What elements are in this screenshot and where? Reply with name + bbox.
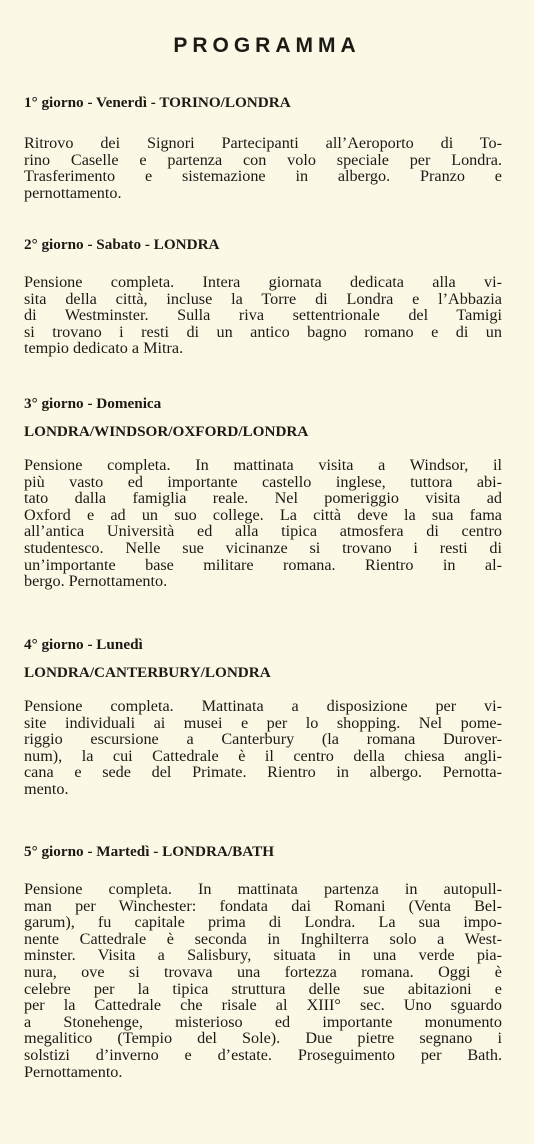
page-title: PROGRAMMA — [173, 34, 361, 57]
text-line: nura, ove si trovava una fortezza romana. Oggi è — [24, 962, 502, 981]
day-heading: 2° giorno - Sabato - LONDRA — [24, 236, 220, 253]
text-line: più vasto ed importante castello inglese, tuttora abi- — [24, 472, 502, 491]
text-line: garum), fu capitale prima di Londra. La sua impo- — [24, 913, 502, 932]
text-line: pernottamento. — [24, 183, 122, 202]
text-line: man per Winchester: fondata dai Romani (Venta Bel- — [24, 896, 502, 915]
text-line: di Westminster. Sulla riva settentrionale del Tamigi — [24, 306, 502, 325]
text-line: minster. Visita a Salisbury, situata in una verde pia- — [24, 946, 502, 965]
text-line: num), la cui Cattedrale è il centro della chiesa angli- — [24, 746, 502, 765]
day-description — [24, 457, 502, 590]
text-line: rino Caselle e partenza con volo speciale per Londra. — [24, 150, 502, 169]
text-line: cana e sede del Primate. Rientro in albergo. Pernotta- — [24, 763, 502, 782]
text-line: all’antica Università ed alla tipica atmosfera di centro — [24, 522, 502, 541]
day-heading: 1° giorno - Venerdì - TORINO/LONDRA — [24, 94, 291, 111]
text-line: tato dalla famiglia reale. Nel pomeriggio visita ad — [24, 489, 502, 508]
text-line: Pensione completa. In mattinata visita a Windsor, il — [24, 456, 502, 474]
text-line: Pensione completa. Mattinata a disposizione per vi- — [24, 697, 502, 715]
text-line: Trasferimento e sistemazione in albergo. Pranzo e — [24, 167, 502, 186]
day-heading: 5° giorno - Martedì - LONDRA/BATH — [24, 843, 275, 860]
text-line: riggio escursione a Canterbury (la romana Durover- — [24, 730, 502, 749]
day-description — [24, 274, 502, 357]
text-line: mento. — [24, 779, 69, 798]
day-4-section — [24, 636, 502, 798]
day-1-section — [24, 94, 502, 201]
text-line: Ritrovo dei Signori Partecipanti all’Aeroporto di To- — [24, 134, 502, 152]
day-route: LONDRA/CANTERBURY/LONDRA — [24, 664, 271, 681]
day-description — [24, 881, 502, 1080]
text-line: studentesco. Nelle sue vicinanze si trovano i resti di — [24, 538, 502, 557]
day-route: LONDRA/WINDSOR/OXFORD/LONDRA — [24, 423, 309, 440]
text-line: si trovano i resti di un antico bagno romano e di un — [24, 322, 502, 341]
text-line: sita della città, incluse la Torre di Londra e l’Abbazia — [24, 289, 502, 308]
day-description — [24, 135, 502, 201]
text-line: celebre per la tipica struttura delle sue abitazioni e — [24, 979, 502, 998]
text-line: un’importante base militare romana. Rientro in al- — [24, 555, 502, 574]
day-description — [24, 698, 502, 798]
text-line: Pensione completa. In mattinata partenza in autopull- — [24, 880, 502, 898]
text-line: tempio dedicato a Mitra. — [24, 339, 184, 358]
day-3-section — [24, 395, 502, 590]
text-line: site individuali ai musei e per lo shopping. Nel pome- — [24, 713, 502, 732]
text-line: nente Cattedrale è seconda in Inghilterra solo a West- — [24, 929, 502, 948]
day-heading: 4° giorno - Lunedì — [24, 636, 143, 653]
text-line: megalitico (Tempio del Sole). Due pietre segnano i — [24, 1029, 502, 1048]
text-line: bergo. Pernottamento. — [24, 572, 168, 591]
text-line: Oxford e ad un suo college. La città deve la sua fama — [24, 505, 502, 524]
text-line: Pernottamento. — [24, 1062, 123, 1081]
day-2-section — [24, 236, 502, 357]
text-line: solstizi d’inverno e d’estate. Proseguimento per Bath. — [24, 1045, 502, 1064]
text-line: per la Cattedrale che risale al XIII° sec. Uno sguardo — [24, 996, 502, 1015]
day-heading: 3° giorno - Domenica — [24, 395, 162, 412]
day-5-section — [24, 843, 502, 1080]
text-line: a Stonehenge, misterioso ed importante monumento — [24, 1012, 502, 1031]
text-line: Pensione completa. Intera giornata dedicata alla vi- — [24, 273, 502, 291]
